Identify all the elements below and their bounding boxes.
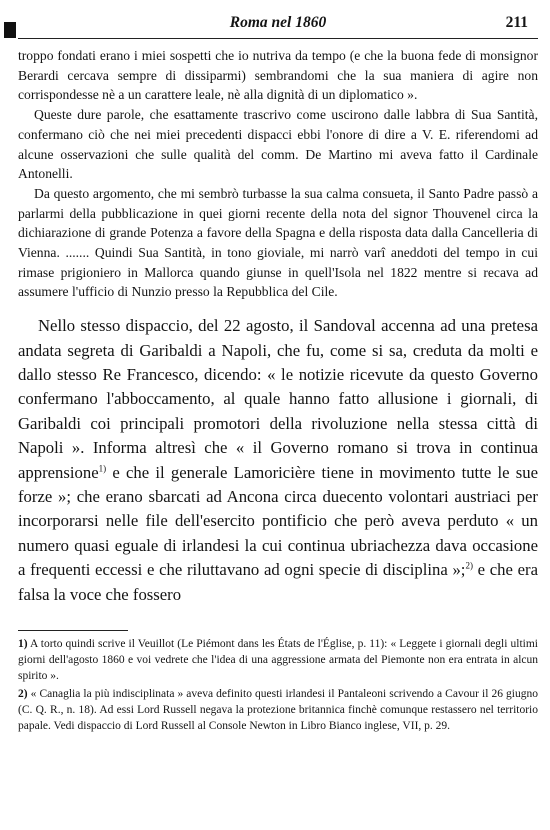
paragraph-continuation: troppo fondati erano i miei sospetti che io nutriva da tempo (e che la buona fede di monsignor Berardi cercava sempre di dissiparmi) sembrandomi che la sua maniera di agire non corrispondesse nè a un carattere leale, nè alla dignità di un diplomatico ». — [18, 48, 538, 103]
page-number: 211 — [505, 14, 528, 31]
paragraph: Queste dure parole, che esattamente trascrivo come uscirono dalle labbra di Sua Santità, confermano ciò che nei miei precedenti dispacci ebbi l'onore di dire a V. E. riferendomi ad alcune osservazioni che sulle qualità del comm. De Martino mi aveva fatto il Cardinale Antonelli. — [18, 107, 538, 182]
footnotes — [18, 636, 538, 735]
footnote-rule — [18, 630, 128, 631]
footnote — [18, 636, 538, 685]
footnote — [18, 686, 538, 735]
paragraph: Da questo argomento, che mi sembrò turbasse la sua calma consueta, il Santo Padre passò a parlarmi della pubblicazione in quei giorni recente della nota del signor Thouvenel circa la dichiarazione di grande Potenza a favore della Spagna e della risposta data dalla Cancelleria di Vienna. ....... Quindi Sua Santità, in tono gioviale, mi narrò varî aneddoti del tempo in cui rimase prigioniero in Mallorca quando giunse in quell'Isola nel 1822 mentre si recava ad assumere l'ufficio di Nunzio presso la Repubblica del Cile. — [18, 185, 538, 300]
main-text-block — [18, 314, 538, 607]
quoted-dispatch-block — [18, 46, 538, 302]
footnote-reference[interactable]: 2) — [465, 560, 473, 571]
body-text — [18, 46, 538, 607]
footnote-text: A torto quindi scrive il Veuillot (Le Piémont dans les États de l'Église, p. 11): « Leggete i giornali degli ultimi giorni dell'agosto 1860 e voi vedrete che l'idea di una aggressione armata del Piemonte non era entrata in alcun spirito ». — [18, 638, 538, 683]
page-header — [18, 14, 538, 36]
main-paragraph — [18, 314, 538, 607]
footnote-number: 1) — [18, 638, 28, 650]
footnote-text: « Canaglia la più indisciplinata » aveva definito questi irlandesi il Pantaleoni scrivendo a Cavour il 26 giugno (C. Q. R., n. 18). Ad essi Lord Russell negava la protezione britannica finchè comunque restassero nel territorio papale. Vedi dispaccio di Lord Russell al Console Newton in Libro Bianco inglese, VII, p. 29. — [18, 687, 538, 733]
footnote-number: 2) — [18, 687, 28, 700]
header-rule — [18, 38, 538, 39]
running-title: Roma nel 1860 — [229, 14, 327, 31]
main-paragraph-text: e che era falsa la voce che fossero — [18, 560, 539, 604]
main-paragraph-text: Nello stesso dispaccio, del 22 agosto, il Sandoval accenna ad una pretesa andata segreta di Garibaldi a Napoli, che fu, come si sa, creduta da molti e dallo stesso Re Francesco, dicendo: « le notizie ricevute da questo Governo confermano l'abboccamento, al quale hanno fatto allusione i giornali, di Garibaldi coi principali promotori della rivoluzione nella stessa città di Napoli ». Informa altresì che « il Governo romano si trova in continua apprensione — [18, 316, 538, 482]
main-paragraph-text: e che il generale Lamoricière tiene in movimento tutte le sue forze »; che erano sbarcati ad Ancona circa duecento volontari austriaci per incorporarsi nelle file dell'esercito pontificio che però aveva perduto « un numero quasi eguale di irlandesi la cui continua ubriachezza dava occasione a frequenti eccessi e che riluttavano ad ogni specie di disciplina »; — [18, 462, 538, 580]
page-edge-mark — [4, 22, 16, 38]
footnote-reference[interactable]: 1) — [98, 463, 107, 474]
